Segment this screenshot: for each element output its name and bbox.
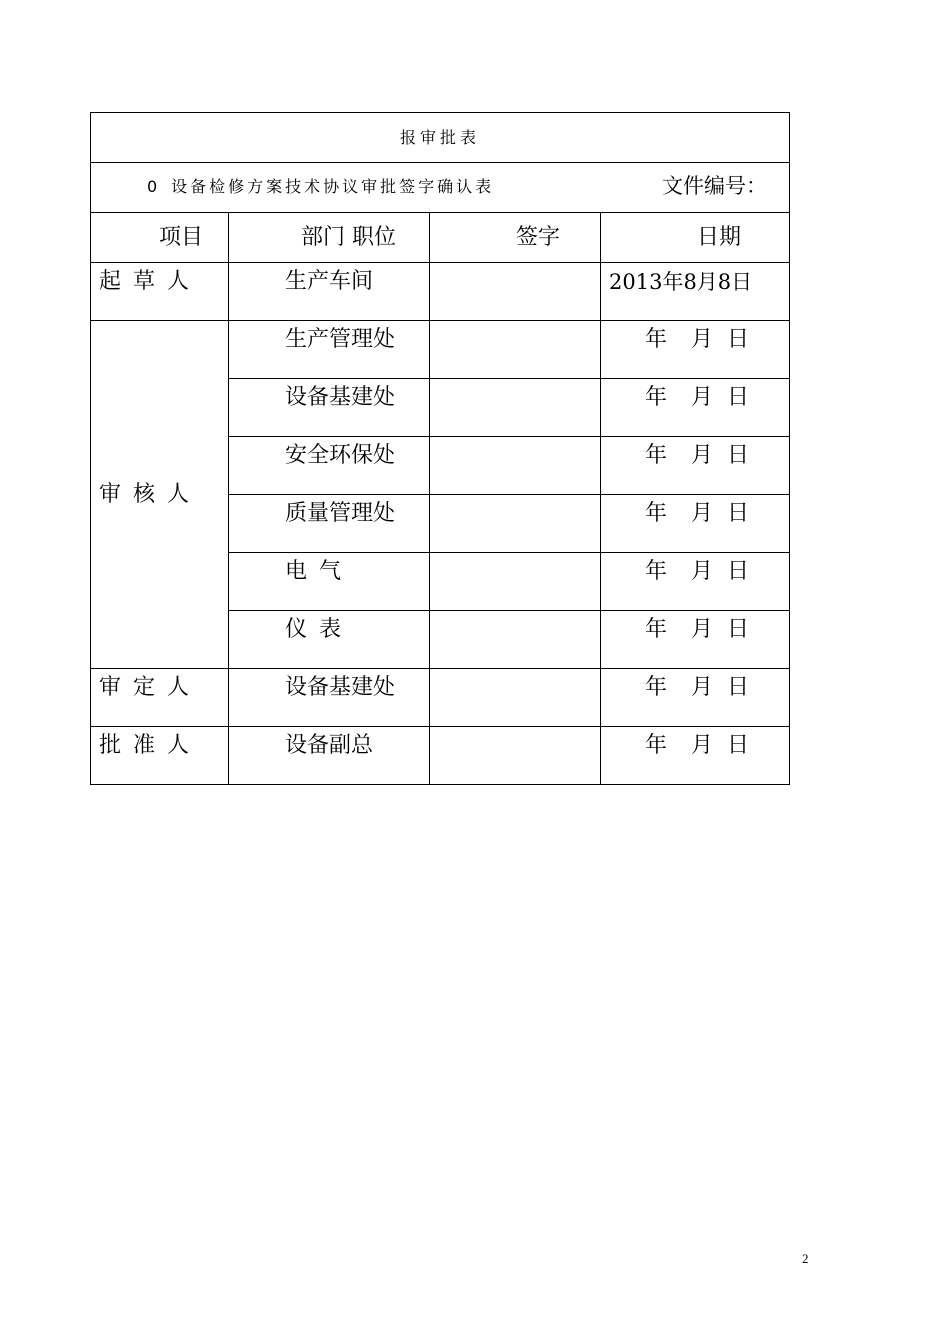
title-row (91, 113, 790, 163)
reviewer-signature-field[interactable] (430, 611, 601, 669)
approver-row (91, 727, 790, 785)
reviewer-signature-field[interactable] (430, 437, 601, 495)
reviewer-signature-field[interactable] (430, 495, 601, 553)
header-date: 日期 (601, 213, 790, 263)
drafter-date: 2013年8月8日 (601, 263, 790, 321)
reviewer-dept: 电气 (229, 553, 430, 611)
reviewer-date: 年 月 日 (601, 611, 790, 669)
document-number-label: 文件编号： (662, 174, 768, 198)
reviewer-date: 年 月 日 (601, 553, 790, 611)
drafter-dept: 生产车间 (229, 263, 430, 321)
form-title: 报审批表 (400, 127, 481, 147)
reviewer-signature-field[interactable] (430, 321, 601, 379)
header-item: 项目 (91, 213, 229, 263)
reviewer-signature-field[interactable] (430, 379, 601, 437)
reviewer-date: 年 月 日 (601, 321, 790, 379)
final-approver-signature-field[interactable] (430, 669, 601, 727)
header-row (91, 213, 790, 263)
doc-info-cell (91, 163, 790, 213)
approval-table (90, 112, 790, 785)
reviewer-signature-field[interactable] (430, 553, 601, 611)
drafter-signature-field[interactable] (430, 263, 601, 321)
reviewer-role: 审核人 (91, 321, 229, 669)
final-approver-date: 年 月 日 (601, 669, 790, 727)
reviewer-date: 年 月 日 (601, 379, 790, 437)
header-dept: 部门 职位 (229, 213, 430, 263)
page-number: 2 (802, 1251, 809, 1266)
reviewer-dept: 仪表 (229, 611, 430, 669)
drafter-row (91, 263, 790, 321)
final-approver-dept: 设备基建处 (229, 669, 430, 727)
reviewer-dept: 质量管理处 (229, 495, 430, 553)
reviewer-row (91, 321, 790, 379)
reviewer-dept: 生产管理处 (229, 321, 430, 379)
document-name: 0 设备检修方案技术协议审批签字确认表 (147, 177, 495, 196)
reviewer-date: 年 月 日 (601, 437, 790, 495)
drafter-role: 起草人 (91, 263, 229, 321)
approver-signature-field[interactable] (430, 727, 601, 785)
reviewer-dept: 安全环保处 (229, 437, 430, 495)
approver-date: 年 月 日 (601, 727, 790, 785)
doc-info-row (91, 163, 790, 213)
reviewer-date: 年 月 日 (601, 495, 790, 553)
approver-role: 批准人 (91, 727, 229, 785)
final-approver-role: 审定人 (91, 669, 229, 727)
approver-dept: 设备副总 (229, 727, 430, 785)
header-sign: 签字 (430, 213, 601, 263)
final-approver-row (91, 669, 790, 727)
reviewer-dept: 设备基建处 (229, 379, 430, 437)
form-title-cell (91, 113, 790, 163)
